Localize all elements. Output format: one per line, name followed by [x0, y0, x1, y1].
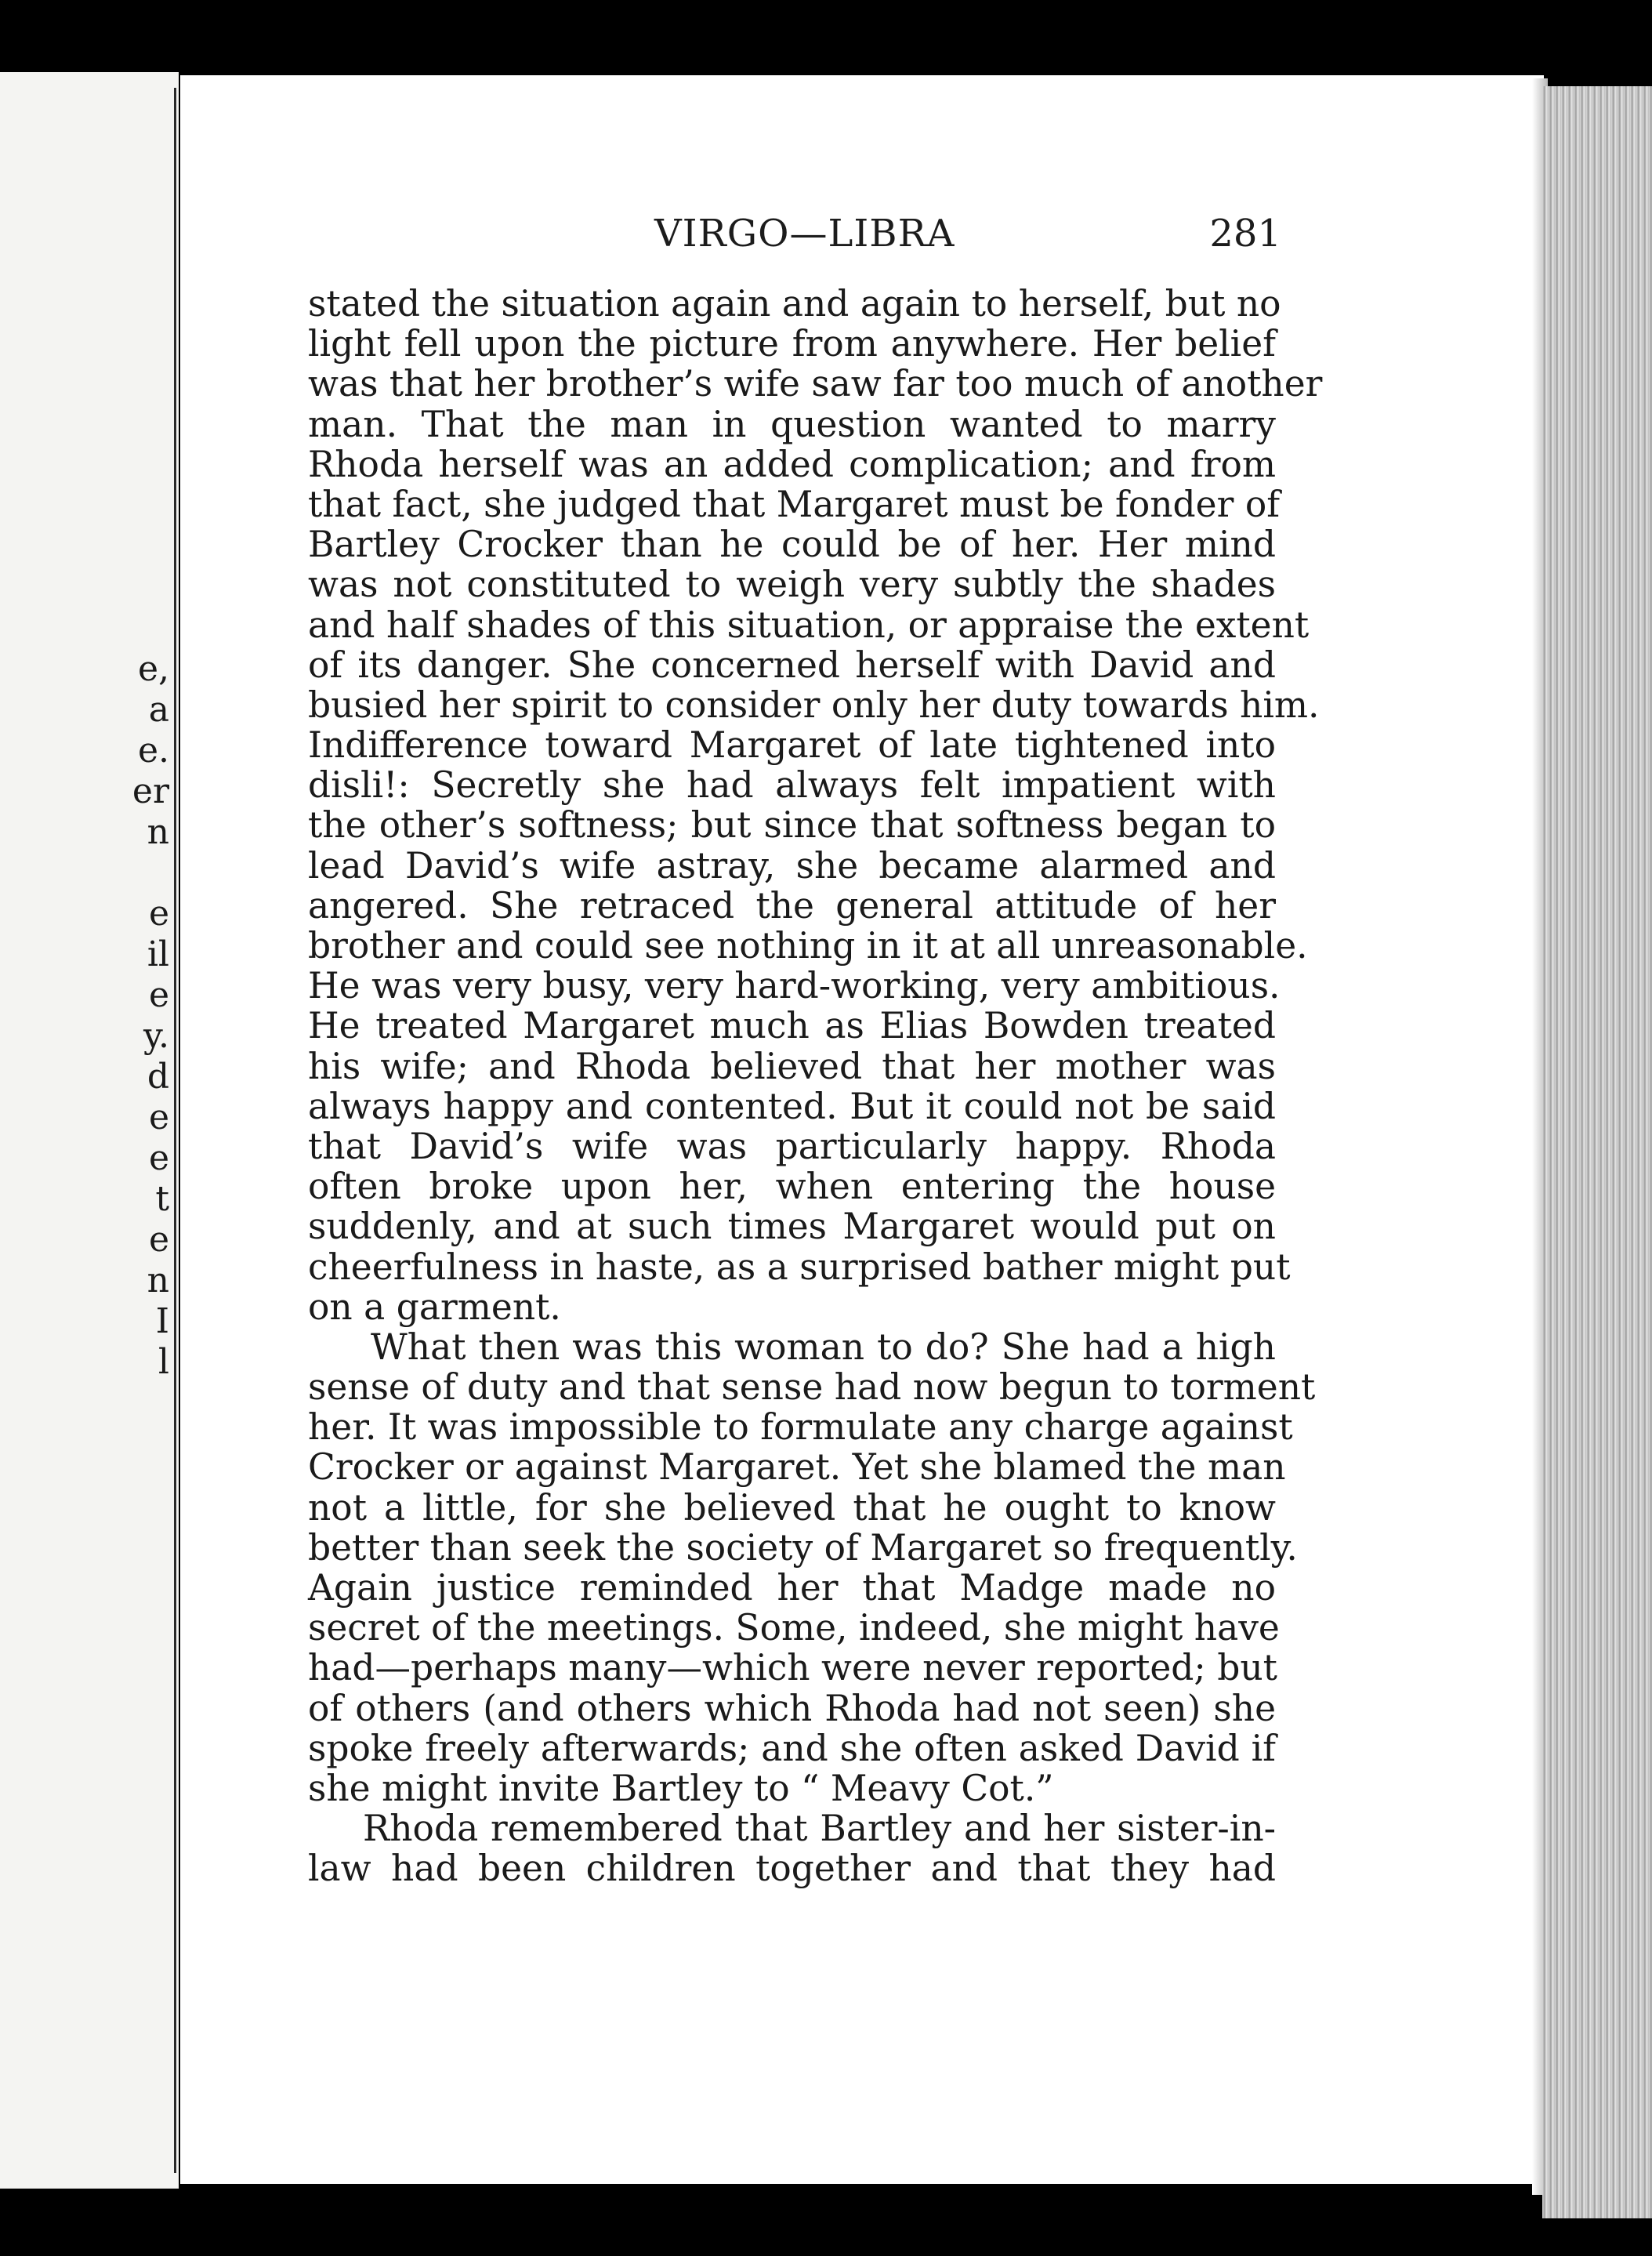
left-page-fragment: l	[158, 1342, 169, 1382]
left-page-fragment: e	[148, 975, 169, 1015]
text-line: of its danger. She concerned herself with David and	[308, 644, 1276, 686]
text-line: spoke freely afterwards; and she often asked David if	[308, 1727, 1276, 1769]
left-page-fragment: e.	[137, 731, 169, 771]
running-head-title: VIRGO—LIBRA	[654, 212, 955, 256]
text-line: Again justice reminded her that Madge made no	[308, 1567, 1276, 1609]
text-line: suddenly, and at such times Margaret would put on	[308, 1206, 1276, 1248]
left-page-fragment: n	[147, 1260, 169, 1300]
text-line: busied her spirit to consider only her duty towards him.	[308, 684, 1320, 726]
body-text	[308, 283, 1323, 1890]
text-line: What then was this woman to do? She had a high	[371, 1326, 1276, 1368]
book-page-stack-edge	[1542, 86, 1652, 2218]
left-page-fragment: e	[148, 894, 169, 934]
left-page-fragment: e	[148, 1097, 169, 1137]
text-line: brother and could see nothing in it at all unreasonable.	[308, 925, 1308, 967]
text-line: Bartley Crocker than he could be of her. Her mind	[308, 524, 1276, 566]
text-line: often broke upon her, when entering the house	[308, 1166, 1276, 1208]
text-line: always happy and contented. But it could not be said	[308, 1085, 1276, 1127]
gutter-fold	[174, 88, 176, 2173]
left-page-fragment: e	[148, 1138, 169, 1178]
text-line: law had been children together and that they had	[308, 1848, 1276, 1890]
text-line: disli!: Secretly she had always felt impatient with	[308, 764, 1276, 807]
text-line: the other’s softness; but since that softness began to	[308, 804, 1276, 847]
text-line: light fell upon the picture from anywhere. Her belief	[308, 323, 1276, 365]
text-line: man. That the man in question wanted to marry	[308, 403, 1276, 445]
left-page-fragment: y.	[143, 1016, 169, 1056]
text-line: Rhoda remembered that Bartley and her sister-in-	[363, 1808, 1276, 1850]
text-line: not a little, for she believed that he ought to know	[308, 1486, 1276, 1529]
text-line: sense of duty and that sense had now begun to torment	[308, 1366, 1316, 1409]
left-page-fragment: e,	[137, 649, 169, 689]
text-line: her. It was impossible to formulate any charge against	[308, 1406, 1293, 1449]
left-page-fragment: er	[132, 771, 169, 811]
text-line: lead David’s wife astray, she became alarmed and	[308, 844, 1276, 887]
text-line: cheerfulness in haste, as a surprised bather might put	[308, 1246, 1291, 1288]
text-line: had—perhaps many—which were never reported; but	[308, 1647, 1277, 1689]
text-line: He treated Margaret much as Elias Bowden treated	[308, 1005, 1276, 1047]
text-line: Rhoda herself was an added complication; and from	[308, 443, 1276, 485]
left-page-fragment: d	[147, 1057, 169, 1097]
text-line: on a garment.	[308, 1286, 561, 1328]
left-page-fragment: a	[148, 690, 169, 730]
text-line: that fact, she judged that Margaret must be fonder of	[308, 483, 1281, 525]
text-line: was that her brother’s wife saw far too much of another	[308, 363, 1323, 405]
left-page-fragment: il	[147, 934, 169, 974]
text-line: angered. She retraced the general attitude of her	[308, 884, 1276, 927]
text-line: his wife; and Rhoda believed that her mother was	[308, 1045, 1276, 1087]
text-line: better than seek the society of Margaret so frequently.	[308, 1526, 1298, 1569]
text-line: and half shades of this situation, or appraise the extent	[308, 604, 1310, 646]
text-line: was not constituted to weigh very subtly the shades	[308, 564, 1276, 606]
left-page-fragment: t	[155, 1179, 169, 1219]
text-line: Crocker or against Margaret. Yet she blamed the man	[308, 1446, 1286, 1489]
text-line: He was very busy, very hard-working, very ambitious.	[308, 965, 1281, 1007]
page-number: 281	[1209, 212, 1281, 256]
text-line: of others (and others which Rhoda had not seen) she	[308, 1687, 1276, 1729]
left-page-fragment: e	[148, 1220, 169, 1260]
text-line: that David’s wife was particularly happy. Rhoda	[308, 1125, 1276, 1167]
left-page-fragment: I	[155, 1301, 169, 1341]
left-page-fragment: n	[147, 812, 169, 852]
text-line: secret of the meetings. Some, indeed, she might have	[308, 1607, 1280, 1649]
text-line: she might invite Bartley to “ Meavy Cot.”	[308, 1767, 1054, 1809]
text-line: stated the situation again and again to herself, but no	[308, 283, 1281, 325]
left-page-sliver	[0, 72, 179, 2189]
text-line: Indifference toward Margaret of late tightened into	[308, 724, 1276, 767]
running-head	[310, 212, 1281, 259]
